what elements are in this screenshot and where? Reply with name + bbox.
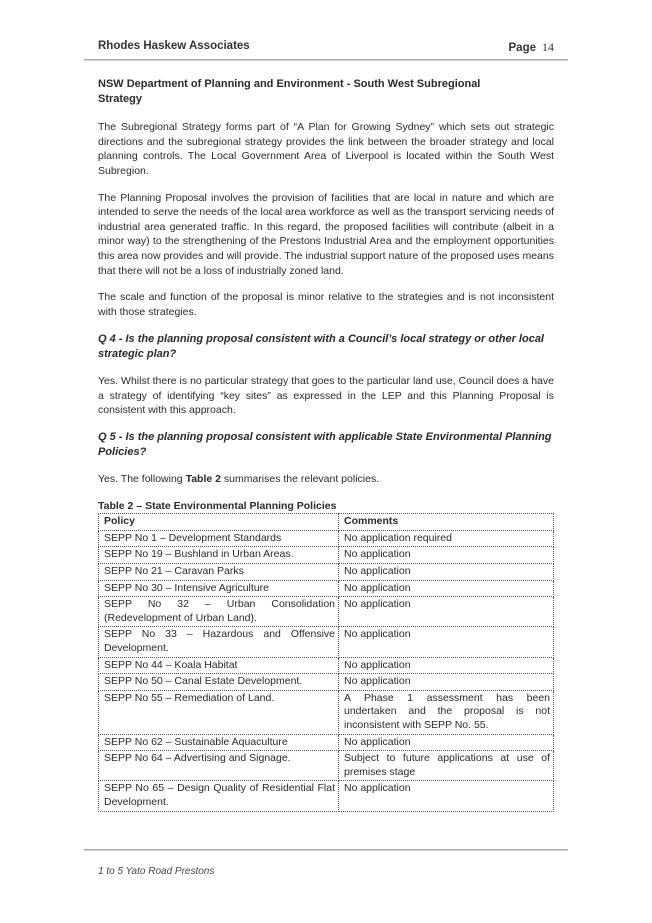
- table-caption: Table 2 – State Environmental Planning Policies: [98, 500, 337, 513]
- comment-cell: No application: [339, 657, 554, 674]
- paragraph-subregional: The Subregional Strategy forms part of “A Plan for Growing Sydney” which sets out strategic directions and the subregional strategy provides the link between the broader strategy and local planning controls. The Local Government Area of Liverpool is located within the South West Subregion.: [98, 121, 554, 177]
- table-row: [99, 657, 554, 674]
- policy-cell: SEPP No 33 – Hazardous and Offensive Development.: [99, 627, 339, 657]
- company-name: Rhodes Haskew Associates: [98, 40, 250, 52]
- page-number: 14: [542, 40, 554, 54]
- comment-cell: No application: [339, 734, 554, 751]
- table-row: [99, 597, 554, 627]
- comment-cell: No application: [339, 580, 554, 597]
- table-row: [99, 627, 554, 657]
- comment-cell: No application: [339, 627, 554, 657]
- comment-cell: No application: [339, 564, 554, 581]
- policy-cell: SEPP No 55 – Remediation of Land.: [99, 690, 339, 734]
- q5-heading: Q 5 - Is the planning proposal consistent with applicable State Environmental Planning Policies?: [98, 431, 552, 459]
- policy-cell: SEPP No 21 – Caravan Parks: [99, 564, 339, 581]
- q5-answer-pre: Yes. The following: [98, 473, 186, 486]
- policy-cell: SEPP No 44 – Koala Habitat: [99, 657, 339, 674]
- comment-cell: A Phase 1 assessment has been undertaken and the proposal is not inconsistent with SEPP No. 55.: [339, 690, 554, 734]
- page-indicator: [509, 40, 555, 56]
- policy-cell: SEPP No 32 – Urban Consolidation (Redevelopment of Urban Land).: [99, 597, 339, 627]
- policy-cell: SEPP No 1 – Development Standards: [99, 530, 339, 547]
- table-row: [99, 530, 554, 547]
- q4-answer: Yes. Whilst there is no particular strategy that goes to the particular land use, Council does a have a strategy of identifying “key sites” as expressed in the LEP and this Planning Proposal is consistent with this approach.: [98, 375, 554, 417]
- page-body: [98, 77, 554, 812]
- comment-cell: No application: [339, 781, 554, 811]
- table-row: [99, 751, 554, 781]
- table-row: [99, 781, 554, 811]
- page-label: Page: [508, 42, 536, 54]
- header-comments: Comments: [339, 514, 554, 531]
- footer-divider: [84, 849, 568, 851]
- table-row: [99, 547, 554, 564]
- policy-cell: SEPP No 30 – Intensive Agriculture: [99, 580, 339, 597]
- comment-cell: No application required: [339, 530, 554, 547]
- policy-cell: SEPP No 50 – Canal Estate Development.: [99, 674, 339, 691]
- q4-heading: Q 4 - Is the planning proposal consistent with a Council’s local strategy or other local strategic plan?: [98, 332, 544, 360]
- q5-answer-post: summarises the relevant policies.: [220, 473, 380, 486]
- footer-address: 1 to 5 Yato Road Prestons: [98, 866, 215, 877]
- paragraph-planning-proposal: The Planning Proposal involves the provision of facilities that are local in nature and which are intended to serve the needs of the local area workforce as well as the transport servicing needs of industrial area generated traffic. In this regard, the proposed facilities will contribute (albeit in a minor way) to the strengthening of the Prestons Industrial Area and the employment opportunities this area now provides and will provide. The industrial support nature of the proposed uses means that there will not be a loss of industrially zoned land.: [98, 191, 554, 277]
- header-divider: [84, 59, 568, 61]
- page-header: [98, 40, 554, 56]
- comment-cell: No application: [339, 547, 554, 564]
- comment-cell: No application: [339, 674, 554, 691]
- table-row: [99, 580, 554, 597]
- policy-cell: SEPP No 19 – Bushland in Urban Areas.: [99, 547, 339, 564]
- q5-answer-table-ref: Table 2: [185, 473, 221, 486]
- section-title: NSW Department of Planning and Environment - South West Subregional Strategy: [98, 78, 481, 105]
- table-row: [99, 674, 554, 691]
- q5-answer: [98, 472, 554, 487]
- policy-cell: SEPP No 64 – Advertising and Signage.: [99, 751, 339, 781]
- header-policy: Policy: [99, 514, 339, 531]
- table-row: [99, 564, 554, 581]
- comment-cell: No application: [339, 597, 554, 627]
- comment-cell: Subject to future applications at use of premises stage: [339, 751, 554, 781]
- table-row: [99, 734, 554, 751]
- table-header-row: [99, 514, 554, 531]
- sepp-table: [98, 513, 554, 811]
- policy-cell: SEPP No 65 – Design Quality of Residential Flat Development.: [99, 781, 339, 811]
- policy-cell: SEPP No 62 – Sustainable Aquaculture: [99, 734, 339, 751]
- table-row: [99, 690, 554, 734]
- paragraph-scale: The scale and function of the proposal is minor relative to the strategies and is not inconsistent with those strategies.: [98, 291, 554, 318]
